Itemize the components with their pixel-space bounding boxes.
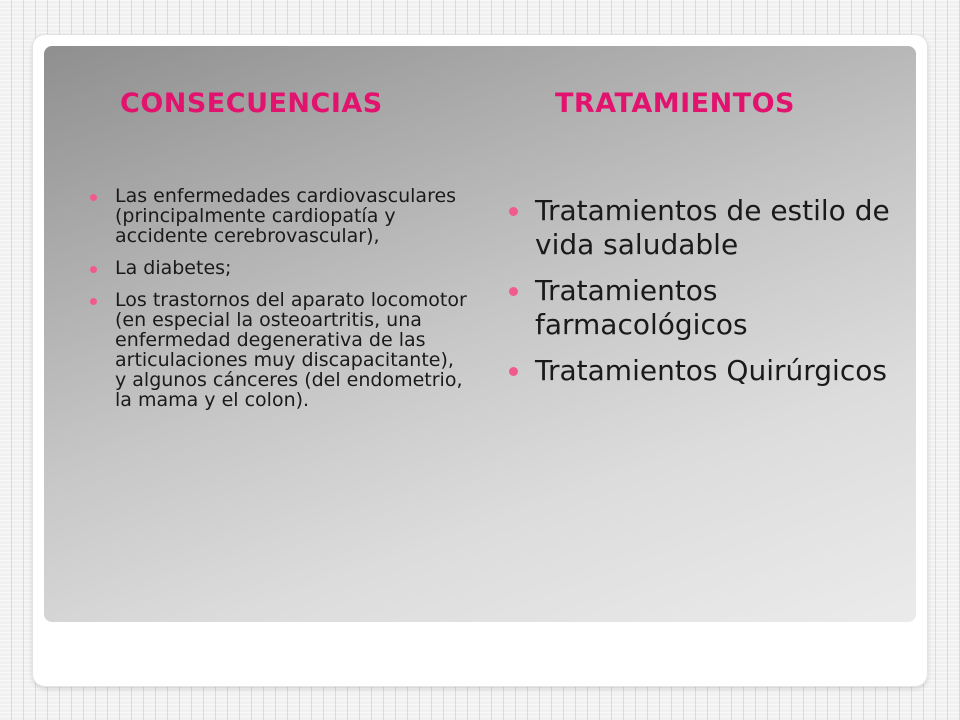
list-item-text: Los trastornos del aparato locomotor (en especial la osteoartritis, una enfermedad degenerativa de las articulaciones muy discapacitante), y algunos cánceres (del endometrio, la mama y el colon). [115,289,467,411]
list-item [115,258,470,278]
list-item-text: Tratamientos Quirúrgicos [535,354,887,387]
tratamientos-list [535,194,910,400]
heading-tratamientos: TRATAMIENTOS [555,88,795,119]
bullet-icon [90,266,97,273]
list-item [115,290,470,410]
list-item [535,274,910,342]
list-item [535,354,910,388]
list-item-text: Las enfermedades cardiovasculares (principalmente cardiopatía y accidente cerebrovascular), [115,185,457,247]
heading-consecuencias: CONSECUENCIAS [120,88,383,119]
bullet-icon [509,287,518,296]
list-item-text: Tratamientos farmacológicos [535,274,748,341]
bullet-icon [90,194,97,201]
list-item-text: Tratamientos de estilo de vida saludable [535,194,890,261]
consecuencias-list [115,186,470,422]
list-item [535,194,910,262]
list-item-text: La diabetes; [115,257,232,279]
list-item [115,186,470,246]
bullet-icon [509,367,518,376]
bullet-icon [90,298,97,305]
bullet-icon [509,207,518,216]
